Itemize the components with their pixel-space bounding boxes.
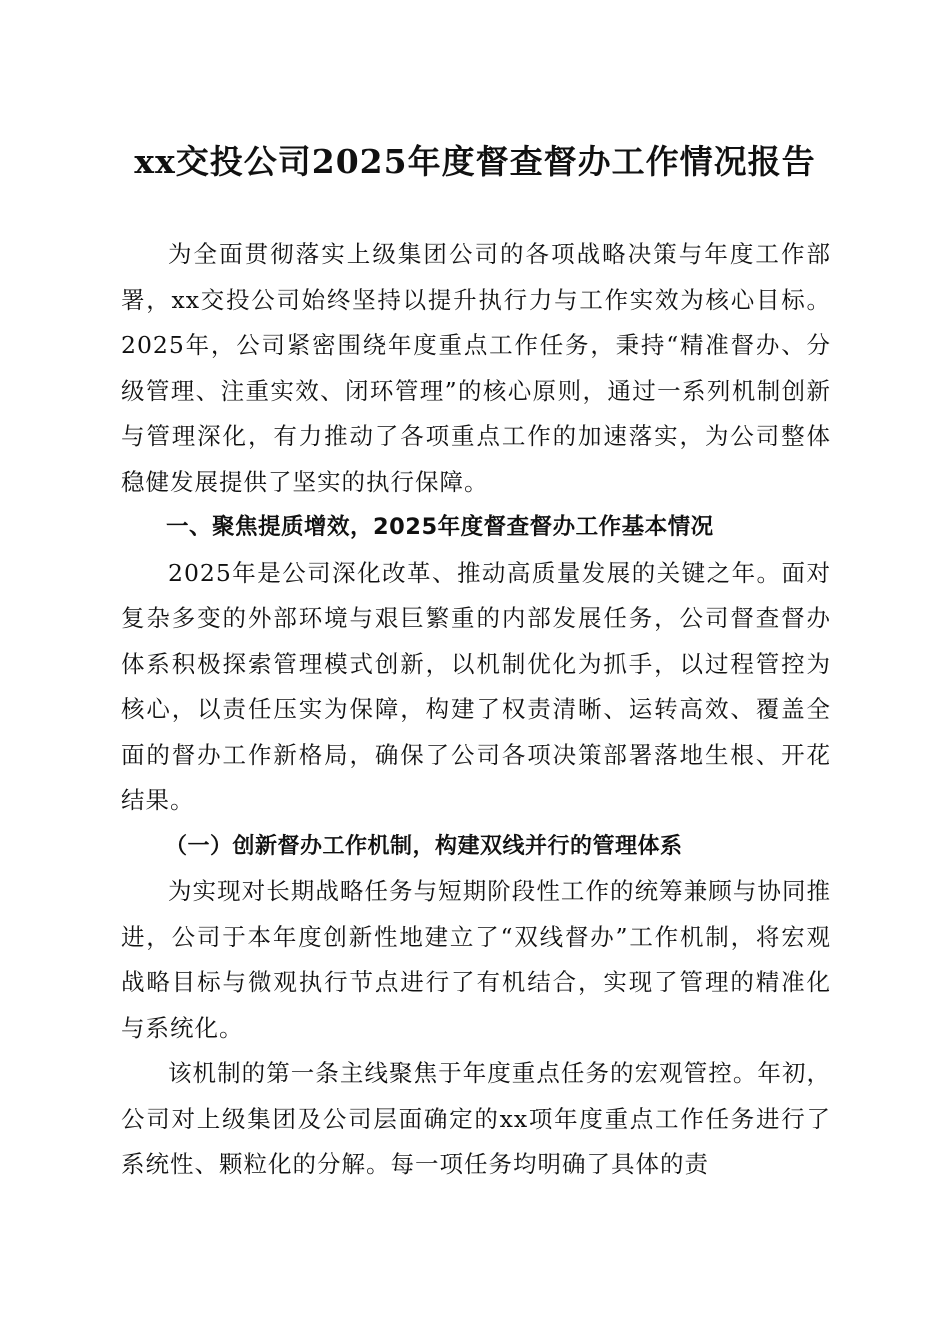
document-body bbox=[121, 232, 831, 1188]
document-title: xx交投公司2025年度督查督办工作情况报告 bbox=[134, 142, 816, 181]
section-1-paragraph: 2025年是公司深化改革、推动高质量发展的关键之年。面对复杂多变的外部环境与艰巨繁重的内部发展任务，公司督查督办体系积极探索管理模式创新，以机制优化为抓手，以过程管控为核心，以责任压实为保障，构建了权责清晰、运转高效、覆盖全面的督办工作新格局，确保了公司各项决策部署落地生根、开花结果。 bbox=[121, 558, 831, 814]
subsection-1-paragraph-1: 为实现对长期战略任务与短期阶段性工作的统筹兼顾与协同推进，公司于本年度创新性地建立了“双线督办”工作机制，将宏观战略目标与微观执行节点进行了有机结合，实现了管理的精准化与系统化。 bbox=[121, 877, 831, 1042]
subsection-heading-1: （一）创新督办工作机制，构建双线并行的管理体系 bbox=[165, 833, 683, 859]
intro-paragraph: 为全面贯彻落实上级集团公司的各项战略决策与年度工作部署，xx交投公司始终坚持以提升执行力与工作实效为核心目标。2025年，公司紧密围绕年度重点工作任务，秉持“精准督办、分级管理、注重实效、闭环管理”的核心原则，通过一系列机制创新与管理深化，有力推动了各项重点工作的加速落实，为公司整体稳健发展提供了坚实的执行保障。 bbox=[121, 240, 831, 496]
subsection-1-paragraph-2: 该机制的第一条主线聚焦于年度重点任务的宏观管控。年初，公司对上级集团及公司层面确定的xx项年度重点工作任务进行了系统性、颗粒化的分解。每一项任务均明确了具体的责 bbox=[121, 1059, 831, 1178]
section-heading-1: 一、聚焦提质增效，2025年度督查督办工作基本情况 bbox=[166, 514, 714, 540]
